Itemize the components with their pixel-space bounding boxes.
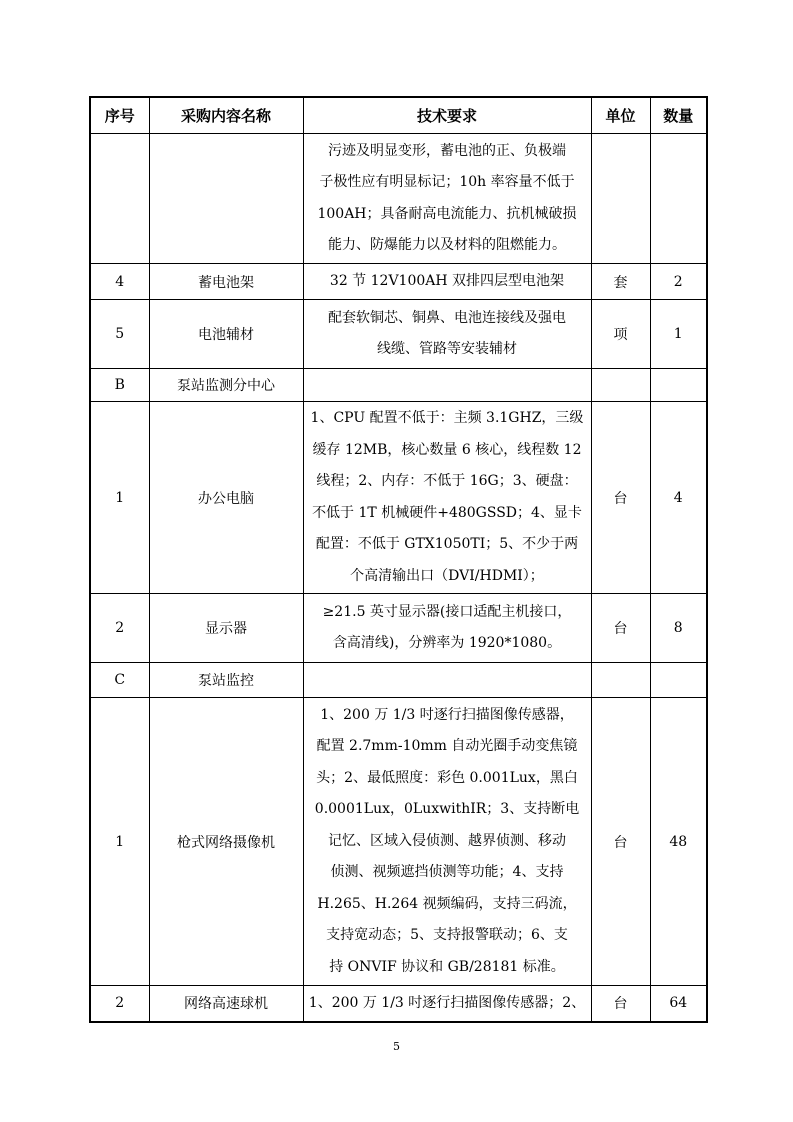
cell-spec — [303, 264, 591, 300]
table-row — [90, 300, 707, 369]
cell-item-name: 电池辅材 — [149, 300, 303, 369]
cell-spec — [303, 594, 591, 663]
spec-line: 0.0001Lux，0LuxwithIR；3、支持断电 — [314, 801, 580, 818]
header-qty: 数量 — [650, 97, 707, 134]
cell-no: 1 — [90, 402, 149, 594]
table-header-row — [90, 97, 707, 134]
cell-unit — [591, 663, 650, 698]
spec-line: 配置：不低于 GTX1050TI；5、不少于两 — [315, 536, 579, 552]
cell-no: 1 — [90, 698, 149, 986]
table-row — [90, 698, 707, 986]
cell-unit: 套 — [591, 264, 650, 300]
spec-line: H.265、H.264 视频编码，支持三码流， — [317, 895, 577, 912]
table-row — [90, 264, 707, 300]
cell-spec — [303, 369, 591, 402]
cell-spec — [303, 698, 591, 986]
procurement-table — [89, 96, 708, 1023]
spec-line: 侦测、视频遮挡侦测等功能；4、支持 — [330, 864, 564, 881]
spec-line: 含高清线)，分辨率为 1920*1080。 — [332, 635, 562, 651]
header-no: 序号 — [90, 97, 149, 134]
cell-qty — [650, 134, 707, 264]
table-row — [90, 369, 707, 402]
spec-line: ≥21.5 英寸显示器(接口适配主机接口， — [322, 603, 572, 620]
cell-item-name: 网络高速球机 — [149, 986, 303, 1022]
spec-line: 32 节 12V100AH 双排四层型电池架 — [329, 272, 565, 289]
cell-no: C — [90, 663, 149, 698]
cell-no: B — [90, 369, 149, 402]
spec-line: 100AH；具备耐高电流能力、抗机械破损 — [317, 205, 577, 222]
cell-qty — [650, 663, 707, 698]
spec-line: 缓存 12MB，核心数量 6 核心，线程数 12 — [312, 441, 582, 458]
cell-no: 5 — [90, 300, 149, 369]
cell-spec — [303, 986, 591, 1022]
cell-no — [90, 134, 149, 264]
spec-line: 不低于 1T 机械硬件+480GSSD；4、显卡 — [312, 504, 582, 521]
spec-line: 1、200 万 1/3 吋逐行扫描图像传感器， — [320, 706, 574, 723]
table-row — [90, 663, 707, 698]
spec-line: 头；2、最低照度：彩色 0.001Lux，黑白 — [316, 769, 578, 786]
table-row — [90, 402, 707, 594]
cell-no: 2 — [90, 594, 149, 663]
table-row — [90, 594, 707, 663]
cell-spec — [303, 134, 591, 264]
cell-item-name — [149, 134, 303, 264]
spec-line: 污迹及明显变形，蓄电池的正、负极端 — [328, 142, 566, 159]
table-row — [90, 134, 707, 264]
cell-qty: 8 — [650, 594, 707, 663]
table-body — [90, 134, 707, 1022]
cell-unit: 台 — [591, 402, 650, 594]
page-number: 5 — [393, 1040, 400, 1053]
cell-unit: 台 — [591, 698, 650, 986]
cell-qty: 64 — [650, 986, 707, 1022]
cell-item-name: 蓄电池架 — [149, 264, 303, 300]
spec-line: 配套软铜芯、铜鼻、电池连接线及强电 — [328, 309, 566, 326]
spec-line: 1、200 万 1/3 吋逐行扫描图像传感器；2、 — [308, 994, 586, 1011]
spec-line: 个高清输出口（DVI/HDMI）； — [350, 567, 544, 584]
spec-line: 子极性应有明显标记；10h 率容量不低于 — [319, 174, 575, 190]
cell-unit — [591, 369, 650, 402]
cell-qty: 4 — [650, 402, 707, 594]
spec-line: 线缆、管路等安装辅材 — [377, 341, 517, 357]
cell-spec — [303, 663, 591, 698]
spec-line: 支持宽动态；5、支持报警联动；6、支 — [326, 927, 568, 944]
spec-line: 配置 2.7mm-10mm 自动光圈手动变焦镜 — [316, 738, 578, 755]
cell-qty: 2 — [650, 264, 707, 300]
cell-spec — [303, 300, 591, 369]
cell-qty: 1 — [650, 300, 707, 369]
table-row — [90, 986, 707, 1022]
cell-unit: 台 — [591, 594, 650, 663]
cell-item-name: 办公电脑 — [149, 402, 303, 594]
spec-line: 线程；2、内存：不低于 16G；3、硬盘： — [316, 473, 578, 489]
cell-item-name: 泵站监控 — [149, 663, 303, 698]
header-unit: 单位 — [591, 97, 650, 134]
cell-unit: 台 — [591, 986, 650, 1022]
header-spec: 技术要求 — [303, 97, 591, 134]
cell-item-name: 显示器 — [149, 594, 303, 663]
cell-no: 4 — [90, 264, 149, 300]
cell-qty: 48 — [650, 698, 707, 986]
cell-unit: 项 — [591, 300, 650, 369]
cell-item-name: 泵站监测分中心 — [149, 369, 303, 402]
cell-qty — [650, 369, 707, 402]
spec-line: 能力、防爆能力以及材料的阻燃能力。 — [328, 237, 566, 253]
spec-line: 记忆、区域入侵侦测、越界侦测、移动 — [328, 832, 566, 849]
cell-no: 2 — [90, 986, 149, 1022]
cell-item-name: 枪式网络摄像机 — [149, 698, 303, 986]
spec-line: 持 ONVIF 协议和 GB/28181 标准。 — [329, 958, 565, 975]
cell-spec — [303, 402, 591, 594]
spec-line: 1、CPU 配置不低于：主频 3.1GHZ，三级 — [310, 410, 584, 426]
cell-unit — [591, 134, 650, 264]
header-item-name: 采购内容名称 — [149, 97, 303, 134]
